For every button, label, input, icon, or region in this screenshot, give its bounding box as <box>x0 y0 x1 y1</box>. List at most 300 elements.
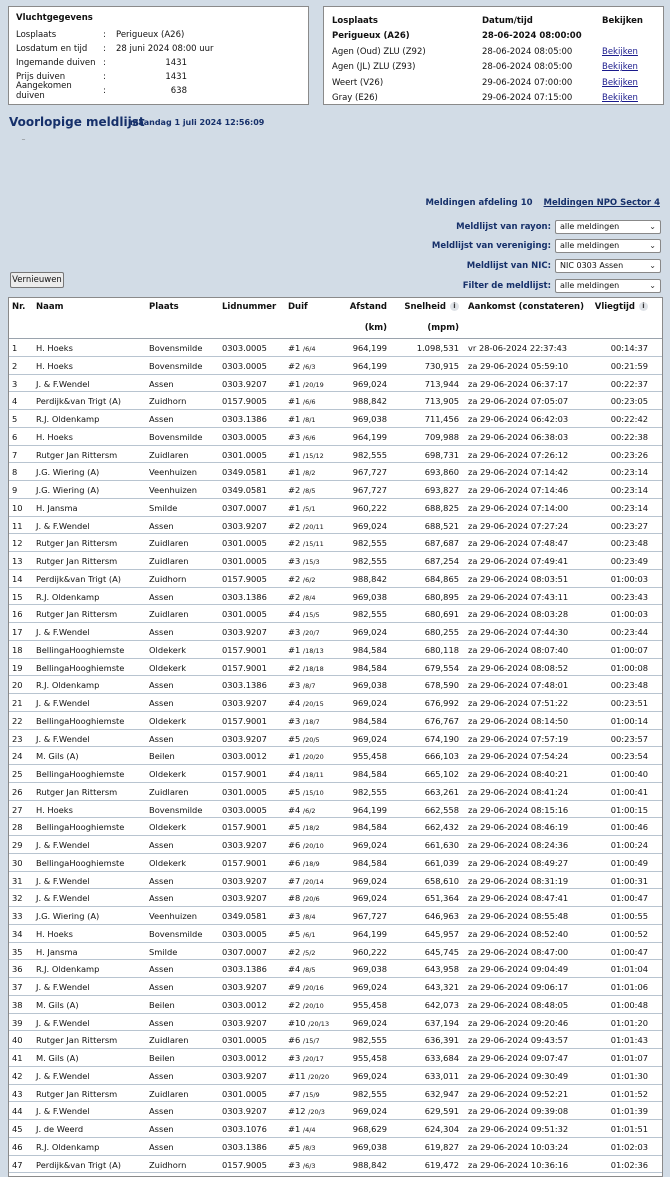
cell-duif-detail: /15/7 <box>302 1037 320 1046</box>
cell-duif <box>288 609 320 619</box>
cell-aankomst: za 29-06-2024 09:43:57 <box>468 1035 569 1046</box>
cell-nr: 7 <box>12 449 18 460</box>
cell-vliegtijd: 00:22:37 <box>610 378 648 389</box>
cell-plaats: Zuidlaren <box>149 609 189 620</box>
cell-plaats: Assen <box>149 875 174 886</box>
cell-snelheid: 680,118 <box>424 644 459 655</box>
cell-duif-detail: /8/2 <box>302 469 316 478</box>
col-naam: Naam <box>36 302 64 312</box>
cell-vliegtijd: 00:23:14 <box>610 485 648 495</box>
cell-duif-detail: /20/15 <box>302 700 324 708</box>
cell-naam: H. Jansma <box>36 946 78 957</box>
cell-plaats: Zuidhorn <box>149 1159 187 1170</box>
cell-duif <box>288 521 324 531</box>
cell-snelheid: 676,992 <box>424 698 459 708</box>
cell-duif <box>288 1053 324 1063</box>
cell-vliegtijd: 01:00:55 <box>610 911 648 921</box>
cell-duif-nr: #5 <box>288 733 301 744</box>
cell-plaats: Oldekerk <box>149 644 187 655</box>
cell-naam: M. Gils (A) <box>36 999 79 1010</box>
cell-snelheid: 693,860 <box>424 467 459 478</box>
cell-lidnummer: 0307.0007 <box>222 946 267 957</box>
table-row <box>9 836 662 854</box>
cell-lidnummer: 0157.9001 <box>222 822 267 833</box>
cell-aankomst: za 29-06-2024 08:46:19 <box>468 822 569 833</box>
cell-duif-detail: /18/2 <box>302 824 320 833</box>
cell-lidnummer: 0157.9001 <box>222 715 267 726</box>
cell-nr: 15 <box>12 591 23 602</box>
cell-duif <box>288 414 316 424</box>
table-row <box>9 730 662 748</box>
cell-duif <box>288 964 316 974</box>
cell-aankomst: za 29-06-2024 10:36:16 <box>468 1159 569 1170</box>
filter-row <box>432 238 661 253</box>
cell-plaats: Assen <box>149 1017 174 1028</box>
cell-lidnummer: 0303.9207 <box>222 1106 267 1117</box>
cell-aankomst: za 29-06-2024 08:07:40 <box>468 644 569 655</box>
cell-nr: 36 <box>12 964 23 975</box>
cell-duif <box>288 1018 329 1028</box>
cell-duif-detail: /20/5 <box>302 735 320 744</box>
cell-duif <box>288 343 316 353</box>
cell-aankomst: za 29-06-2024 09:51:32 <box>468 1124 569 1134</box>
flight-date: 29-06-2024 07:00:00 <box>482 77 573 88</box>
cell-plaats: Assen <box>149 982 174 992</box>
cell-lidnummer: 0303.0012 <box>222 751 267 762</box>
table-header <box>9 298 662 339</box>
cell-naam: H. Hoeks <box>36 431 73 442</box>
cell-vliegtijd: 00:23:14 <box>610 502 648 513</box>
cell-naam: M. Gils (A) <box>36 751 79 762</box>
cell-duif <box>288 947 316 957</box>
cell-plaats: Smilde <box>149 946 178 957</box>
cell-duif <box>288 396 316 406</box>
chevron-down-icon: ⌄ <box>649 260 656 270</box>
cell-duif-nr: #2 <box>288 591 301 602</box>
table-row <box>9 1049 662 1067</box>
cell-snelheid: 665,102 <box>424 769 459 779</box>
cell-plaats: Veenhuizen <box>149 467 198 478</box>
cell-nr: 33 <box>12 911 23 921</box>
cell-vliegtijd: 00:23:48 <box>610 538 648 549</box>
cell-nr: 23 <box>12 733 23 744</box>
cell-duif-detail: /4/4 <box>302 1126 316 1134</box>
filter-select[interactable] <box>555 239 661 253</box>
cell-duif <box>288 485 316 495</box>
cell-snelheid: 693,827 <box>424 485 459 495</box>
cell-afstand: 984,584 <box>352 769 387 779</box>
cell-duif <box>288 556 320 566</box>
cell-duif <box>288 840 324 850</box>
info-label: Prijs duiven <box>16 72 66 82</box>
cell-naam: Rutger Jan Rittersm <box>36 786 118 797</box>
cell-plaats: Bovensmilde <box>149 343 203 353</box>
cell-afstand: 969,038 <box>352 1141 387 1152</box>
cell-snelheid: 642,073 <box>424 999 459 1010</box>
flight-view-link[interactable]: Bekijken <box>602 62 638 73</box>
cell-plaats: Bovensmilde <box>149 928 203 939</box>
cell-plaats: Beilen <box>149 751 175 762</box>
filter-row <box>463 278 661 293</box>
table-row <box>9 534 662 552</box>
cell-duif <box>288 1160 316 1170</box>
filter-select[interactable] <box>555 220 661 234</box>
cell-naam: H. Jansma <box>36 502 78 513</box>
table-row <box>9 872 662 890</box>
cell-afstand: 969,024 <box>352 840 387 850</box>
cell-plaats: Assen <box>149 698 174 708</box>
flight-view-link[interactable]: Bekijken <box>602 77 638 88</box>
cell-vliegtijd: 01:01:30 <box>610 1070 648 1081</box>
cell-nr: 41 <box>12 1053 23 1063</box>
cell-nr: 42 <box>12 1070 23 1081</box>
flight-row <box>332 29 655 45</box>
cell-duif-detail: /15/9 <box>302 1090 320 1099</box>
cell-aankomst: za 29-06-2024 08:47:41 <box>468 893 569 904</box>
cell-aankomst: za 29-06-2024 08:55:48 <box>468 911 569 921</box>
table-row <box>9 481 662 499</box>
cell-afstand: 969,024 <box>352 875 387 886</box>
cell-naam: J. & F.Wendel <box>36 520 90 531</box>
cell-snelheid: 687,254 <box>424 556 459 566</box>
cell-duif <box>288 1089 320 1099</box>
table-row <box>9 623 662 641</box>
cell-naam: J. & F.Wendel <box>36 1017 90 1028</box>
cell-lidnummer: 0303.1076 <box>222 1124 267 1134</box>
cell-vliegtijd: 01:01:51 <box>610 1124 648 1134</box>
info-row <box>16 28 301 42</box>
cell-vliegtijd: 00:23:27 <box>610 520 648 531</box>
cell-duif-nr: #1 <box>288 414 301 424</box>
info-label: Losplaats <box>16 30 57 40</box>
table-row <box>9 1085 662 1103</box>
cell-snelheid: 713,905 <box>424 396 459 407</box>
info-row <box>16 81 301 101</box>
cell-plaats: Assen <box>149 893 174 904</box>
cell-aankomst: za 29-06-2024 07:05:07 <box>468 396 569 407</box>
cell-snelheid: 619,827 <box>424 1141 459 1152</box>
cell-snelheid: 619,472 <box>424 1159 459 1170</box>
cell-afstand: 982,555 <box>352 1088 387 1099</box>
cell-lidnummer: 0349.0581 <box>222 467 267 478</box>
cell-aankomst: za 29-06-2024 07:43:11 <box>468 591 569 602</box>
cell-lidnummer: 0303.9207 <box>222 1070 267 1081</box>
cell-plaats: Bovensmilde <box>149 360 203 371</box>
cell-lidnummer: 0301.0005 <box>222 556 267 566</box>
cell-duif-nr: #1 <box>288 378 301 389</box>
flight-view-link[interactable]: Bekijken <box>602 46 638 57</box>
cell-nr: 5 <box>12 414 18 424</box>
flight-name: Agen (JL) ZLU (Z93) <box>332 62 416 73</box>
cell-duif-detail: /6/3 <box>302 362 316 371</box>
cell-vliegtijd: 01:00:47 <box>610 893 648 904</box>
cell-naam: R.J. Oldenkamp <box>36 591 100 602</box>
cell-duif-detail: /20/13 <box>308 1019 330 1028</box>
cell-afstand: 968,629 <box>352 1124 387 1134</box>
table-row <box>9 428 662 446</box>
cell-naam: Rutger Jan Rittersm <box>36 538 118 549</box>
filter-label: Meldlijst van vereniging: <box>431 240 551 251</box>
cell-duif-detail: /8/4 <box>302 593 316 602</box>
cell-vliegtijd: 00:23:26 <box>610 449 648 460</box>
cell-snelheid: 658,610 <box>424 875 459 886</box>
cell-vliegtijd: 00:23:57 <box>610 733 648 744</box>
cell-duif-nr: #5 <box>288 928 301 939</box>
cell-aankomst: za 29-06-2024 08:24:36 <box>468 840 569 850</box>
cell-lidnummer: 0303.1386 <box>222 591 267 602</box>
flights-panel <box>323 6 664 105</box>
cell-nr: 35 <box>12 946 23 957</box>
cell-lidnummer: 0301.0005 <box>222 449 267 460</box>
cell-duif-nr: #1 <box>288 1124 301 1134</box>
cell-duif-detail: /15/11 <box>302 540 324 549</box>
refresh-button[interactable]: Vernieuwen <box>10 272 64 288</box>
table-row <box>9 996 662 1014</box>
flight-view-link[interactable]: Bekijken <box>602 93 638 104</box>
cell-duif-nr: #1 <box>288 751 301 762</box>
info-separator: : <box>103 72 106 82</box>
cell-duif-detail: /20/11 <box>302 522 324 531</box>
cell-aankomst: za 29-06-2024 06:42:03 <box>468 414 569 424</box>
cell-naam: J. & F.Wendel <box>36 698 90 708</box>
cell-duif-nr: #12 <box>288 1106 306 1117</box>
cell-lidnummer: 0303.9207 <box>222 1017 267 1028</box>
cell-duif-nr: #2 <box>288 485 301 495</box>
table-row <box>9 659 662 677</box>
cell-duif-nr: #4 <box>288 964 301 975</box>
cell-duif-nr: #3 <box>288 911 301 921</box>
cell-plaats: Oldekerk <box>149 822 187 833</box>
flight-row <box>332 75 655 91</box>
cell-nr: 21 <box>12 698 23 708</box>
cell-afstand: 967,727 <box>352 467 387 478</box>
cell-nr: 43 <box>12 1088 23 1099</box>
col-afstand: Afstand <box>349 302 387 312</box>
cell-nr: 9 <box>12 485 18 495</box>
cell-duif-nr: #2 <box>288 662 301 673</box>
cell-naam: Rutger Jan Rittersm <box>36 1035 118 1046</box>
cell-aankomst: za 29-06-2024 07:57:19 <box>468 733 569 744</box>
cell-naam: H. Hoeks <box>36 804 73 815</box>
cell-nr: 6 <box>12 431 18 442</box>
cell-aankomst: za 29-06-2024 09:07:47 <box>468 1053 569 1063</box>
vliegtijd-info-icon[interactable]: i <box>639 302 648 311</box>
cell-plaats: Zuidlaren <box>149 1088 189 1099</box>
flight-name: Weert (V26) <box>332 77 384 88</box>
flight-date: 29-06-2024 07:15:00 <box>482 93 573 104</box>
meldingen-npo-link[interactable]: Meldingen NPO Sector 4 <box>543 198 660 208</box>
cell-duif-detail: /20/10 <box>302 1001 324 1010</box>
cell-duif-detail: /6/2 <box>302 806 316 815</box>
cell-lidnummer: 0303.1386 <box>222 414 267 424</box>
cell-snelheid: 676,767 <box>424 715 459 726</box>
cell-vliegtijd: 01:00:07 <box>610 644 648 655</box>
cell-snelheid: 633,684 <box>424 1053 459 1063</box>
cell-nr: 22 <box>12 715 23 726</box>
cell-aankomst: za 29-06-2024 07:27:24 <box>468 520 569 531</box>
cell-vliegtijd: 00:23:43 <box>610 591 648 602</box>
flight-date: 28-06-2024 08:05:00 <box>482 62 573 73</box>
cell-aankomst: za 29-06-2024 09:20:46 <box>468 1017 569 1028</box>
cell-plaats: Veenhuizen <box>149 911 198 921</box>
col-lidnummer: Lidnummer <box>222 302 277 312</box>
table-row <box>9 588 662 606</box>
cell-duif-detail: /20/14 <box>302 877 324 886</box>
cell-aankomst: za 29-06-2024 08:49:27 <box>468 857 569 868</box>
cell-lidnummer: 0303.0005 <box>222 928 267 939</box>
cell-duif-detail: /15/12 <box>302 451 324 460</box>
cell-duif-nr: #3 <box>288 1159 301 1170</box>
cell-duif-detail: /20/20 <box>308 1072 330 1081</box>
cell-nr: 40 <box>12 1035 23 1046</box>
table-row <box>9 1120 662 1138</box>
cell-afstand: 984,584 <box>352 857 387 868</box>
table-row <box>9 1138 662 1156</box>
cell-afstand: 964,199 <box>352 928 387 939</box>
cell-plaats: Oldekerk <box>149 662 187 673</box>
cell-duif <box>288 716 320 726</box>
col-nr: Nr. <box>12 302 26 312</box>
filter-value: alle meldingen <box>560 241 620 250</box>
cell-lidnummer: 0157.9005 <box>222 396 267 407</box>
cell-duif-nr: #5 <box>288 1141 301 1152</box>
page-date: maandag 1 juli 2024 12:56:09 <box>130 118 265 127</box>
cell-nr: 47 <box>12 1159 23 1170</box>
info-row <box>16 42 301 56</box>
filter-row <box>467 258 661 273</box>
cell-afstand: 982,555 <box>352 786 387 797</box>
cell-aankomst: za 29-06-2024 10:03:24 <box>468 1141 569 1152</box>
table-row <box>9 712 662 730</box>
cell-afstand: 955,458 <box>352 1053 387 1063</box>
col-aankomst: Aankomst (constateren) <box>468 302 584 312</box>
cell-plaats: Beilen <box>149 999 175 1010</box>
cell-vliegtijd: 01:00:47 <box>610 946 648 957</box>
cell-duif-detail: /8/1 <box>302 416 316 424</box>
cell-snelheid: 645,957 <box>424 928 459 939</box>
cell-naam: BellingaHooghiemste <box>36 715 125 726</box>
cell-nr: 25 <box>12 769 23 779</box>
cell-nr: 17 <box>12 627 23 637</box>
cell-plaats: Oldekerk <box>149 857 187 868</box>
cell-duif <box>288 574 316 584</box>
cell-duif-detail: /18/11 <box>302 771 324 779</box>
table-row <box>9 446 662 464</box>
meldingen-afdeling-label: Meldingen afdeling 10 <box>425 198 533 208</box>
filter-select[interactable] <box>555 259 661 273</box>
cell-vliegtijd: 01:01:39 <box>610 1106 648 1117</box>
cell-vliegtijd: 00:23:14 <box>610 467 648 478</box>
cell-snelheid: 663,261 <box>424 786 459 797</box>
cell-afstand: 969,024 <box>352 982 387 992</box>
cell-nr: 32 <box>12 893 23 904</box>
cell-duif-nr: #3 <box>288 715 301 726</box>
cell-duif <box>288 769 324 779</box>
flight-date: 28-06-2024 08:05:00 <box>482 46 573 57</box>
cell-naam: H. Hoeks <box>36 360 73 371</box>
cell-plaats: Assen <box>149 1141 174 1152</box>
cell-nr: 18 <box>12 644 23 655</box>
col-snelheid-label: Snelheid <box>404 302 446 312</box>
cell-vliegtijd: 01:00:46 <box>610 822 648 833</box>
cell-duif-nr: #8 <box>288 893 301 904</box>
cell-duif <box>288 929 316 939</box>
cell-vliegtijd: 00:23:49 <box>610 556 648 566</box>
cell-duif-detail: /18/13 <box>302 646 324 655</box>
table-row <box>9 517 662 535</box>
cell-aankomst: za 29-06-2024 07:14:46 <box>468 485 569 495</box>
cell-lidnummer: 0303.9207 <box>222 840 267 850</box>
cell-aankomst: za 29-06-2024 07:44:30 <box>468 627 569 637</box>
cell-lidnummer: 0307.0007 <box>222 502 267 513</box>
cell-vliegtijd: 00:23:05 <box>610 396 648 407</box>
table-row <box>9 747 662 765</box>
cell-aankomst: za 29-06-2024 06:38:03 <box>468 431 569 442</box>
filter-select[interactable] <box>555 279 661 293</box>
table-row <box>9 694 662 712</box>
cell-duif <box>288 787 324 797</box>
cell-nr: 11 <box>12 520 23 531</box>
cell-vliegtijd: 01:01:04 <box>610 964 648 975</box>
cell-naam: Perdijk&van Trigt (A) <box>36 1159 121 1170</box>
cell-naam: H. Hoeks <box>36 343 73 353</box>
table-row <box>9 1014 662 1032</box>
table-row <box>9 339 662 357</box>
cell-plaats: Assen <box>149 840 174 850</box>
cell-aankomst: za 29-06-2024 09:06:17 <box>468 982 569 992</box>
cell-afstand: 969,024 <box>352 698 387 708</box>
cell-vliegtijd: 01:01:52 <box>610 1088 648 1099</box>
cell-vliegtijd: 00:22:38 <box>610 431 648 442</box>
cell-duif-nr: #4 <box>288 698 301 708</box>
cell-duif-detail: /20/10 <box>302 842 324 850</box>
cell-duif <box>288 432 316 442</box>
cell-afstand: 988,842 <box>352 1159 387 1170</box>
cell-plaats: Zuidhorn <box>149 573 187 584</box>
cell-lidnummer: 0301.0005 <box>222 538 267 549</box>
table-row <box>9 410 662 428</box>
cell-naam: J. & F.Wendel <box>36 982 90 992</box>
cell-afstand: 982,555 <box>352 538 387 549</box>
cell-naam: Perdijk&van Trigt (A) <box>36 396 121 407</box>
cell-snelheid: 651,364 <box>424 893 459 904</box>
cell-lidnummer: 0157.9005 <box>222 1159 267 1170</box>
cell-snelheid: 633,011 <box>424 1070 459 1081</box>
cell-duif-detail: /20/19 <box>302 380 324 389</box>
table-row <box>9 676 662 694</box>
info-value: Perigueux (A26) <box>116 30 185 40</box>
cell-duif <box>288 663 324 673</box>
cell-plaats: Zuidlaren <box>149 449 189 460</box>
cell-duif-detail: /18/7 <box>302 717 320 726</box>
cell-naam: J.G. Wiering (A) <box>36 467 100 478</box>
cell-nr: 44 <box>12 1106 23 1117</box>
cell-nr: 24 <box>12 751 23 762</box>
filter-value: alle meldingen <box>560 281 620 290</box>
cell-duif-nr: #4 <box>288 769 301 779</box>
cell-duif <box>288 467 316 477</box>
info-label: Losdatum en tijd <box>16 44 88 54</box>
snelheid-info-icon[interactable]: i <box>450 302 459 311</box>
cell-duif-detail: /15/3 <box>302 558 320 566</box>
cell-vliegtijd: 01:00:41 <box>610 786 648 797</box>
cell-nr: 45 <box>12 1124 23 1134</box>
cell-afstand: 984,584 <box>352 715 387 726</box>
flight-info-panel <box>8 6 309 105</box>
cell-aankomst: za 29-06-2024 09:39:08 <box>468 1106 569 1117</box>
cell-lidnummer: 0303.9207 <box>222 627 267 637</box>
cell-naam: J. & F.Wendel <box>36 1106 90 1117</box>
